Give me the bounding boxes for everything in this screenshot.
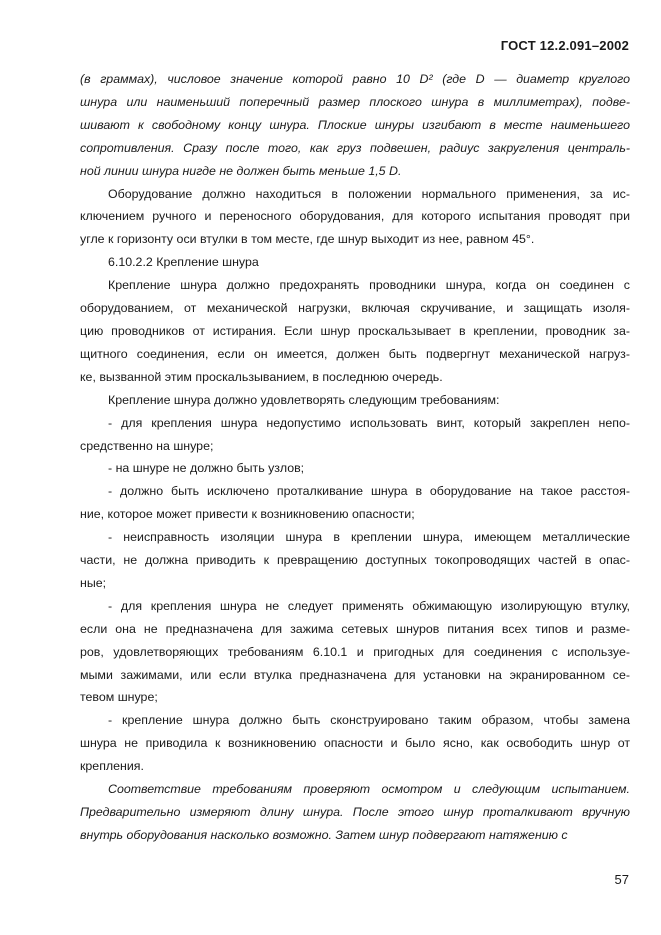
- text-line: - для крепления шнура недопустимо использовать винт, который закреплен непо-: [108, 415, 630, 430]
- paragraph-p9: [80, 526, 630, 595]
- page-number: 57: [614, 872, 629, 887]
- paragraph-p3: [80, 251, 630, 274]
- text-line: Оборудование должно находиться в положении нормального применения, за ис-: [108, 186, 630, 201]
- document-header: ГОСТ 12.2.091–2002: [500, 38, 629, 53]
- text-line: шнура или наименьший поперечный размер плоского шнура в миллиметрах), подве-: [80, 94, 630, 109]
- paragraph-p5: [80, 389, 630, 412]
- text-line: угле к горизонту оси втулки в том месте, где шнур выходит из нее, равном 45°.: [80, 232, 535, 247]
- text-line: средственно на шнуре;: [80, 438, 214, 453]
- paragraph-p4: [80, 274, 630, 389]
- text-line: цию проводников от истирания. Если шнур проскальзывает в креплении, проводник за-: [80, 323, 630, 338]
- text-line: - крепление шнура должно быть сконструировано таким образом, чтобы замена: [108, 713, 630, 728]
- text-line: тевом шнуре;: [80, 690, 158, 705]
- text-line: сопротивления. Сразу после того, как груз подвешен, радиус закругления централь-: [80, 140, 630, 155]
- text-line: если она не предназначена для зажима сетевых шнуров питания всех типов и разме-: [80, 621, 630, 636]
- text-line: щитного соединения, если он имеется, должен быть подвергнут механической нагруз-: [80, 346, 630, 361]
- text-line: шнура не приводила к возникновению опасности и было ясно, как освободить шнур от: [80, 736, 630, 751]
- paragraph-p12: [80, 778, 630, 847]
- text-line: - на шнуре не должно быть узлов;: [108, 461, 305, 476]
- text-line: ной линии шнура нигде не должен быть меньше 1,5 D.: [80, 163, 402, 178]
- paragraph-p7: [80, 457, 630, 480]
- paragraph-p8: [80, 480, 630, 526]
- text-line: Крепление шнура должно предохранять проводники шнура, когда он соединен с: [108, 278, 630, 293]
- text-line: ключением ручного и переносного оборудования, для которого испытания проводят при: [80, 209, 630, 224]
- paragraph-p11: [80, 709, 630, 778]
- text-line: оборудованием, от механической нагрузки, включая скручивание, и защищать изоля-: [80, 301, 630, 316]
- text-line: ке, вызванной этим проскальзыванием, в последнюю очередь.: [80, 369, 443, 384]
- paragraph-p6: [80, 412, 630, 458]
- text-line: мыми зажимами, или если втулка предназначена для установки на экранированном се-: [80, 667, 630, 682]
- text-line: шивают к свободному концу шнура. Плоские шнуры изгибают в месте наименьшего: [80, 117, 630, 132]
- text-line: - для крепления шнура не следует применять обжимающую изолирующую втулку,: [108, 598, 630, 613]
- text-line: (в граммах), числовое значение которой равно 10 D² (где D — диаметр круглого: [80, 72, 630, 86]
- text-line: части, не должна приводить к превращению доступных токопроводящих частей в опас-: [80, 553, 630, 568]
- text-line: - должно быть исключено проталкивание шнура в оборудование на такое расстоя-: [108, 484, 630, 499]
- paragraph-p2: [80, 183, 630, 252]
- text-line: - неисправность изоляции шнура в креплении шнура, имеющем металлические: [108, 530, 630, 545]
- text-line: крепления.: [80, 759, 144, 774]
- text-line: внутрь оборудования насколько возможно. Затем шнур подвергают натяжению с: [80, 827, 568, 842]
- text-line: Предварительно измеряют длину шнура. После этого шнур проталкивают вручную: [80, 805, 630, 819]
- paragraph-p1: [80, 68, 630, 183]
- text-line: Соответствие требованиям проверяют осмотром и следующим испытанием.: [108, 782, 630, 797]
- paragraph-p10: [80, 595, 630, 710]
- text-line: Крепление шнура должно удовлетворять следующим требованиям:: [108, 392, 500, 407]
- text-line: ров, удовлетворяющих требованиям 6.10.1 и пригодных для соединения с используе-: [80, 644, 630, 659]
- document-body: [80, 68, 630, 847]
- text-line: ние, которое может привести к возникновению опасности;: [80, 507, 415, 522]
- text-line: 6.10.2.2 Крепление шнура: [108, 255, 259, 270]
- text-line: ные;: [80, 575, 107, 590]
